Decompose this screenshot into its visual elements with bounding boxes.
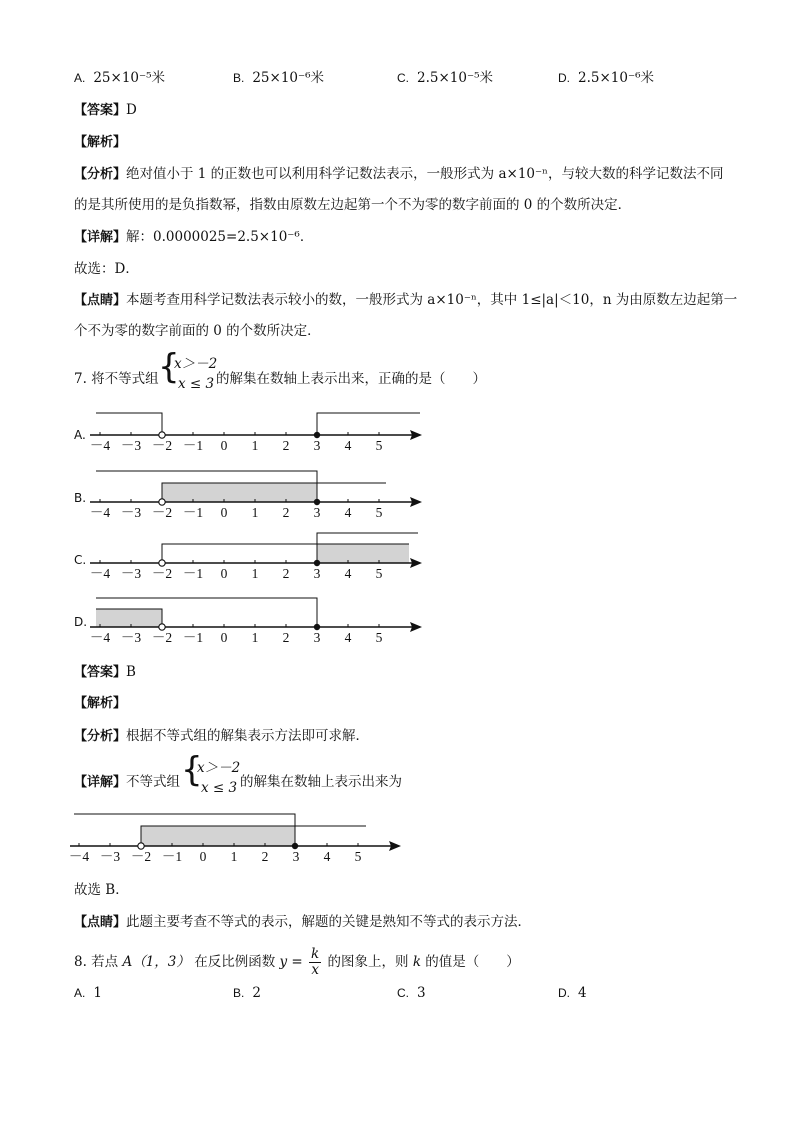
brace-icon: {	[158, 347, 180, 387]
ray-left	[96, 413, 162, 435]
tick-label: 1	[230, 849, 238, 864]
point-label: A（1，3）	[122, 954, 190, 970]
tick-label: 1	[251, 566, 259, 581]
comment-text: 此题主要考查不等式的表示，解题的关键是熟知不等式的表示方法．	[126, 914, 532, 930]
ray-right	[317, 413, 420, 435]
option-text: 2	[252, 985, 261, 1001]
q8-option-c	[397, 985, 426, 1001]
q8-stem	[74, 947, 520, 978]
brace-icon: {	[181, 750, 203, 790]
comment-text: 本题考查用科学记数法表示较小的数，一般形式为 a×10⁻ⁿ，其中 1≤|a|＜10，n 为由原数左边起第一	[126, 292, 738, 308]
tick-label: －4	[89, 505, 111, 520]
tick-label: 4	[344, 505, 352, 520]
q7-ineq2: x ≤ 3	[178, 376, 215, 392]
fraction-denominator: x	[311, 962, 319, 978]
tick-label: 3	[313, 438, 321, 453]
tick-label: 0	[220, 630, 228, 643]
tick-label: －4	[89, 566, 111, 581]
q6-option-a	[74, 66, 165, 86]
option-text: 1	[93, 985, 102, 1001]
option-letter: D.	[558, 986, 570, 1000]
open-dot	[159, 624, 165, 630]
q7-answer	[74, 661, 136, 680]
fraction-numerator: k	[311, 946, 320, 962]
q7-stem-before: 7. 将不等式组	[74, 371, 159, 387]
number-line-b	[0, 467, 794, 522]
closed-dot	[292, 843, 298, 849]
tick-label: 0	[220, 566, 228, 581]
tick-label: －1	[182, 505, 204, 520]
shaded-region	[162, 483, 317, 502]
number-line-detail	[0, 810, 794, 870]
q6-option-d	[558, 66, 654, 86]
option-letter: A.	[74, 986, 86, 1000]
tick-label: 4	[323, 849, 331, 864]
open-dot	[138, 843, 144, 849]
stem-text: 的图象上，则	[327, 954, 409, 970]
fraction	[309, 947, 321, 978]
fenxi-tag: 【分析】	[74, 167, 127, 182]
answer-tag: 【答案】	[74, 103, 127, 118]
option-text: 2.5×10⁻⁵米	[417, 70, 493, 86]
tick-label: 2	[282, 505, 290, 520]
q6-detail	[74, 225, 313, 245]
tick-label: －2	[151, 566, 173, 581]
tick-label: 5	[375, 438, 383, 453]
tick-label: －1	[182, 630, 204, 643]
closed-dot	[314, 499, 320, 505]
tick-label: －3	[99, 849, 121, 864]
option-letter: C.	[397, 986, 409, 1000]
tick-label: －2	[151, 630, 173, 643]
stem-text: 在反比例函数	[194, 954, 276, 970]
tick-label: 3	[313, 630, 321, 643]
q7-stem-after: 的解集在数轴上表示出来，正确的是（ ）	[216, 371, 486, 387]
tick-label: －4	[89, 438, 111, 453]
option-text: 25×10⁻⁶米	[252, 70, 325, 86]
q6-comment-line1	[74, 288, 737, 308]
stem-text: 的值是（ ）	[425, 954, 520, 970]
q8-option-d	[558, 985, 587, 1001]
comment-tag: 【点睛】	[74, 293, 127, 308]
shaded-region	[317, 544, 409, 563]
q6-comment-line2: 个不为零的数字前面的 0 的个数所决定．	[74, 323, 321, 339]
q6-answer	[74, 99, 137, 118]
q7-detail-after: 的解集在数轴上表示出来为	[240, 774, 402, 790]
q7-detail-before	[74, 770, 180, 790]
tick-label: 2	[282, 566, 290, 581]
tick-label: 5	[354, 849, 362, 864]
q8-option-b	[233, 985, 261, 1001]
open-dot	[159, 432, 165, 438]
option-text: 4	[578, 985, 587, 1001]
option-letter: B.	[233, 71, 245, 85]
tick-label: －1	[161, 849, 183, 864]
open-dot	[159, 560, 165, 566]
tick-label: 1	[251, 438, 259, 453]
tick-label: 4	[344, 566, 352, 581]
number-line-d	[0, 593, 794, 643]
tick-label: －1	[182, 566, 204, 581]
q6-fenxi-line1	[74, 162, 723, 182]
tick-label: 1	[251, 505, 259, 520]
tick-label: －2	[130, 849, 152, 864]
tick-label: 4	[344, 438, 352, 453]
q7-detail-ineq2: x ≤ 3	[201, 780, 238, 796]
q8-option-a	[74, 985, 102, 1001]
shaded-region	[96, 609, 162, 627]
fenxi-text: 根据不等式组的解集表示方法即可求解．	[126, 728, 370, 744]
option-letter: B.	[233, 986, 245, 1000]
tick-label: 4	[344, 630, 352, 643]
q6-analysis-tag: 【解析】	[74, 135, 127, 150]
answer-value: D	[126, 102, 137, 118]
tick-label: 2	[261, 849, 269, 864]
q7-analysis-tag: 【解析】	[74, 696, 127, 711]
option-text: 25×10⁻⁵米	[93, 70, 166, 86]
option-letter: D.	[558, 71, 570, 85]
shaded-region	[141, 826, 295, 846]
tick-label: 2	[282, 630, 290, 643]
option-text: 2.5×10⁻⁶米	[578, 70, 654, 86]
q7-detail-ineq1: x＞－2	[197, 760, 241, 776]
tick-label: 3	[313, 566, 321, 581]
detail-text: 不等式组	[126, 774, 181, 790]
answer-tag: 【答案】	[74, 665, 127, 680]
number-line-a	[0, 405, 794, 455]
q7-ineq1: x＞－2	[174, 356, 218, 372]
tick-label: 0	[220, 505, 228, 520]
closed-dot	[314, 624, 320, 630]
detail-tag: 【详解】	[74, 230, 127, 245]
tick-label: 5	[375, 566, 383, 581]
q7-choose: 故选 B．	[74, 882, 129, 898]
tick-label: 5	[375, 505, 383, 520]
detail-tag: 【详解】	[74, 775, 127, 790]
tick-label: －1	[182, 438, 204, 453]
fenxi-tag: 【分析】	[74, 729, 127, 744]
q7-option-letter-a: A.	[74, 428, 86, 442]
q6-fenxi-line2: 的是其所使用的是负指数幂，指数由原数左边起第一个不为零的数字前面的 0 的个数所决定．	[74, 197, 632, 213]
tick-label: －3	[120, 438, 142, 453]
q6-option-c	[397, 66, 493, 86]
q7-comment	[74, 910, 531, 930]
q6-choose: 故选：D．	[74, 261, 139, 277]
detail-text: 解：0.0000025=2.5×10⁻⁶．	[126, 229, 314, 245]
open-dot	[159, 499, 165, 505]
closed-dot	[314, 432, 320, 438]
k-symbol: k	[412, 954, 421, 970]
tick-label: 3	[313, 505, 321, 520]
tick-label: 0	[199, 849, 207, 864]
option-letter: C.	[397, 71, 409, 85]
fenxi-text: 绝对值小于 1 的正数也可以利用科学记数法表示，一般形式为 a×10⁻ⁿ，与较大数的科学记数法不同	[126, 166, 724, 182]
tick-label: 1	[251, 630, 259, 643]
q7-option-letter-d: D.	[74, 615, 88, 629]
answer-value: B	[126, 664, 136, 680]
q7-fenxi	[74, 724, 369, 744]
tick-label: －3	[120, 505, 142, 520]
option-text: 3	[417, 985, 426, 1001]
tick-label: 0	[220, 438, 228, 453]
tick-label: 5	[375, 630, 383, 643]
number-line-c	[0, 530, 794, 585]
tick-label: －2	[151, 505, 173, 520]
closed-dot	[314, 560, 320, 566]
q6-option-b	[233, 66, 324, 86]
option-letter: A.	[74, 71, 86, 85]
tick-label: －3	[120, 566, 142, 581]
stem-text: 8. 若点	[74, 954, 119, 970]
comment-tag: 【点睛】	[74, 915, 127, 930]
q7-option-letter-b: B.	[74, 491, 87, 505]
tick-label: 2	[282, 438, 290, 453]
tick-label: －3	[120, 630, 142, 643]
tick-label: －2	[151, 438, 173, 453]
function-y: y =	[279, 954, 303, 970]
tick-label: －4	[89, 630, 111, 643]
q7-option-letter-c: C.	[74, 553, 87, 567]
tick-label: －4	[68, 849, 90, 864]
tick-label: 3	[292, 849, 300, 864]
